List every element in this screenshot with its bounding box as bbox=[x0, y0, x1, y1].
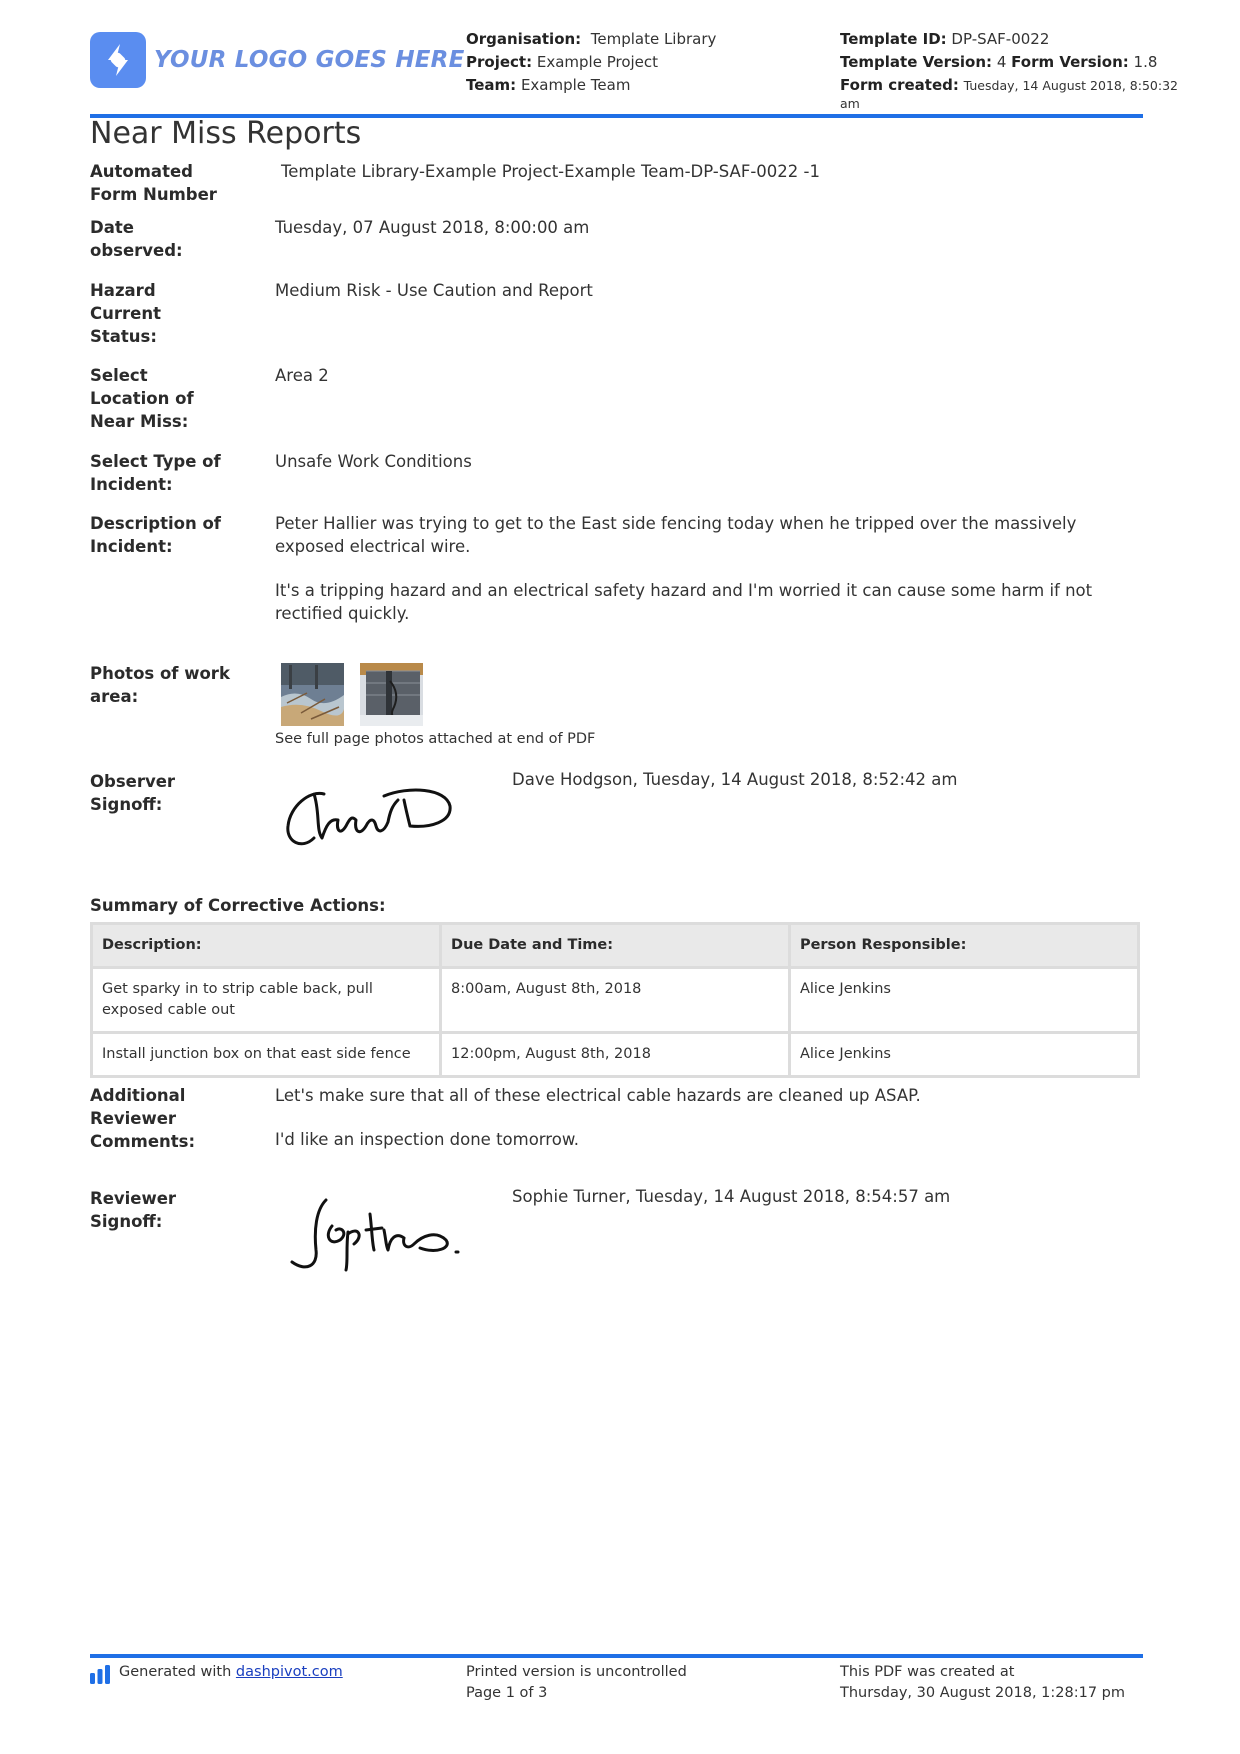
footer-print-info bbox=[466, 1662, 687, 1704]
reviewer-signoff-label: Reviewer Signoff: bbox=[90, 1189, 177, 1231]
description-value bbox=[275, 512, 1115, 625]
logo-text: YOUR LOGO GOES HERE bbox=[154, 47, 465, 73]
pdf-created-label: This PDF was created at bbox=[840, 1664, 1015, 1680]
work-area-photo-thumbnail[interactable] bbox=[360, 663, 423, 726]
location-label: Select Location of Near Miss: bbox=[90, 366, 194, 431]
footer-pdf-created bbox=[840, 1662, 1125, 1704]
logo-mark bbox=[90, 32, 146, 88]
header-template-block bbox=[840, 28, 1178, 111]
organisation-value: Template Library bbox=[590, 30, 717, 48]
signature-image bbox=[286, 1190, 476, 1280]
generated-prefix: Generated with bbox=[119, 1664, 232, 1680]
observer-signoff-info: Dave Hodgson, Tuesday, 14 August 2018, 8:52:42 am bbox=[512, 770, 958, 789]
incident-type-label: Select Type of Incident: bbox=[90, 452, 221, 494]
template-version-label: Template Version: bbox=[840, 53, 993, 71]
template-id-value: DP-SAF-0022 bbox=[951, 30, 1050, 48]
team-value: Example Team bbox=[520, 76, 631, 94]
form-created-label: Form created: bbox=[840, 76, 959, 94]
comment-paragraph: Let's make sure that all of these electrical cable hazards are cleaned up ASAP. bbox=[275, 1086, 921, 1105]
column-header-description: Description: bbox=[92, 924, 441, 968]
form-version-label: Form Version: bbox=[1011, 53, 1129, 71]
footer-generated bbox=[119, 1662, 343, 1683]
hazard-status-value: Medium Risk - Use Caution and Report bbox=[275, 281, 593, 300]
photo-image bbox=[281, 663, 344, 726]
column-header-due-date: Due Date and Time: bbox=[441, 924, 790, 968]
dashpivot-bars-icon bbox=[90, 1664, 112, 1684]
organisation-label: Organisation: bbox=[466, 30, 582, 48]
template-version-value: 4 bbox=[996, 53, 1007, 71]
description-paragraph: It's a tripping hazard and an electrical safety hazard and I'm worried it can cause some harm if not rectified quickly. bbox=[275, 581, 1093, 623]
location-value: Area 2 bbox=[275, 366, 329, 385]
date-observed-value: Tuesday, 07 August 2018, 8:00:00 am bbox=[275, 218, 590, 237]
table-row bbox=[92, 1033, 1139, 1077]
date-observed-label: Date observed: bbox=[90, 218, 183, 260]
hazard-status-label: Hazard Current Status: bbox=[90, 281, 161, 346]
comment-paragraph: I'd like an inspection done tomorrow. bbox=[275, 1130, 580, 1149]
photo-image bbox=[360, 663, 423, 726]
reviewer-comments-value bbox=[275, 1084, 1115, 1151]
dashpivot-link[interactable]: dashpivot.com bbox=[235, 1664, 343, 1680]
table-row bbox=[92, 968, 1139, 1033]
photos-note: See full page photos attached at end of PDF bbox=[275, 731, 596, 747]
team-label: Team: bbox=[466, 76, 517, 94]
reviewer-comments-label: Additional Reviewer Comments: bbox=[90, 1086, 196, 1151]
form-created-value-cont: am bbox=[840, 96, 860, 111]
table-header-row bbox=[92, 924, 1139, 968]
project-label: Project: bbox=[466, 53, 533, 71]
reviewer-signoff-info: Sophie Turner, Tuesday, 14 August 2018, 8:54:57 am bbox=[512, 1187, 951, 1206]
observer-signoff-label: Observer Signoff: bbox=[90, 772, 176, 814]
photos-label: Photos of work area: bbox=[90, 664, 230, 706]
page-title: Near Miss Reports bbox=[90, 116, 362, 151]
work-area-photo-thumbnail[interactable] bbox=[281, 663, 344, 726]
action-person-cell: Alice Jenkins bbox=[789, 968, 1138, 1033]
action-due-date-cell: 8:00am, August 8th, 2018 bbox=[441, 968, 790, 1033]
form-number-label: Automated Form Number bbox=[90, 162, 217, 204]
form-version-value: 1.8 bbox=[1133, 53, 1158, 71]
action-description-cell: Get sparky in to strip cable back, pull exposed cable out bbox=[92, 968, 441, 1033]
action-due-date-cell: 12:00pm, August 8th, 2018 bbox=[441, 1033, 790, 1077]
form-created-value: Tuesday, 14 August 2018, 8:50:32 bbox=[963, 78, 1178, 93]
footer-divider bbox=[90, 1654, 1143, 1658]
printed-notice: Printed version is uncontrolled bbox=[466, 1664, 687, 1680]
corrective-actions-title: Summary of Corrective Actions: bbox=[90, 896, 386, 915]
corrective-actions-table bbox=[90, 922, 1140, 1078]
page-number: Page 1 of 3 bbox=[466, 1685, 548, 1701]
pdf-created-value: Thursday, 30 August 2018, 1:28:17 pm bbox=[840, 1685, 1126, 1701]
observer-signature bbox=[280, 776, 460, 856]
logo-icon bbox=[90, 32, 146, 88]
description-label: Description of Incident: bbox=[90, 514, 221, 556]
action-description-cell: Install junction box on that east side fence bbox=[92, 1033, 441, 1077]
signature-image bbox=[280, 776, 460, 856]
project-value: Example Project bbox=[536, 53, 659, 71]
action-person-cell: Alice Jenkins bbox=[789, 1033, 1138, 1077]
reviewer-signature bbox=[286, 1190, 476, 1280]
incident-type-value: Unsafe Work Conditions bbox=[275, 452, 472, 471]
header-org-block bbox=[466, 28, 716, 97]
column-header-person-responsible: Person Responsible: bbox=[789, 924, 1138, 968]
description-paragraph: Peter Hallier was trying to get to the East side fencing today when he tripped over the massively exposed electrical wire. bbox=[275, 514, 1077, 556]
template-id-label: Template ID: bbox=[840, 30, 947, 48]
form-number-value: Template Library-Example Project-Example Team-DP-SAF-0022 -1 bbox=[281, 162, 820, 181]
